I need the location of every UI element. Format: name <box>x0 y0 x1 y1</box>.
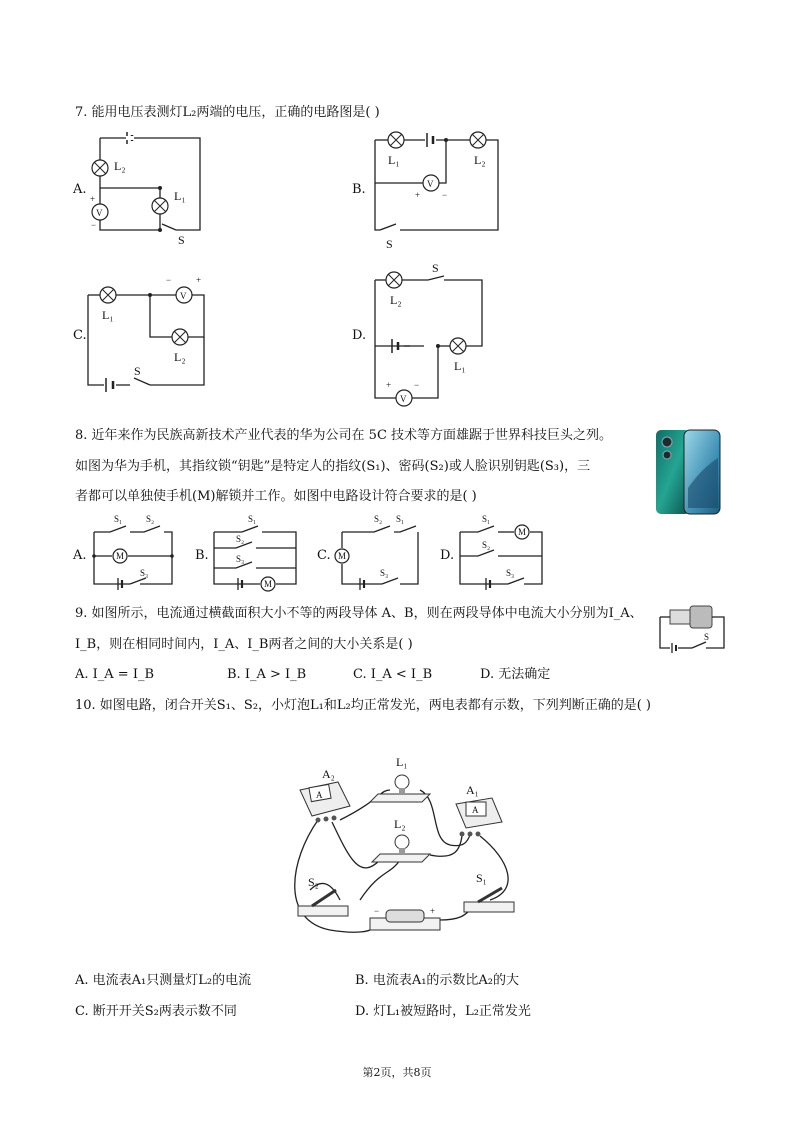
a2-label: A₂ <box>322 767 335 781</box>
q10-option-d: D. 灯L₁被短路时，L₂正常发光 <box>355 1004 531 1019</box>
q7c-plus: + <box>196 275 202 285</box>
q8b-s3: S₃ <box>236 554 245 564</box>
q8-option-a-letter: A. <box>73 548 87 563</box>
q8a-s3: S₃ <box>140 568 149 578</box>
q7a-minus: − <box>91 220 97 230</box>
q9-s-label: S <box>704 632 710 642</box>
q7b-minus: − <box>442 190 448 200</box>
q7d-plus: + <box>386 380 392 390</box>
q8-circuit-c <box>330 512 425 592</box>
l2-label: L₂ <box>394 817 406 831</box>
q7d-minus: − <box>414 380 420 390</box>
battery-plus: + <box>430 906 436 916</box>
q8b-m-label: M <box>264 579 273 589</box>
q8-line2: 如图为华为手机，其指纹锁“钥匙”是特定人的指纹(S₁)、密码(S₂)或人脸识别钥匙(S₃)，三 <box>75 459 591 474</box>
q7d-l1-label: L₁ <box>454 359 466 373</box>
q10-stem: 10. 如图电路，闭合开关S₁、S₂，小灯泡L₁和L₂均正常发光，两电表都有示数，下列判断正确的是( ) <box>75 698 652 713</box>
q7b-l1-label: L₁ <box>388 153 400 167</box>
q8d-s1: S₁ <box>482 514 491 524</box>
q7b-plus: + <box>415 190 421 200</box>
q8-circuit-b <box>208 512 303 592</box>
q8-line3: 者都可以单独使手机(M)解锁并工作。如图中电路设计符合要求的是( ) <box>75 489 477 504</box>
q7d-l2-label: L₂ <box>390 293 402 307</box>
q8a-m-label: M <box>116 551 125 561</box>
q7-circuit-d <box>370 258 510 413</box>
q10-physical-circuit <box>270 750 530 950</box>
q8d-s3: S₃ <box>506 568 515 578</box>
q8c-s3: S₃ <box>380 568 389 578</box>
a1-face: A <box>472 805 479 815</box>
q8-circuit-d <box>454 510 549 592</box>
q7-circuit-c <box>80 275 220 395</box>
q7a-plus: + <box>90 194 96 204</box>
q8c-s2: S₂ <box>374 514 383 524</box>
a2-face: A <box>316 790 323 800</box>
q8-option-b-letter: B. <box>195 548 209 563</box>
phone-image <box>654 428 722 516</box>
q8a-s1: S₁ <box>114 514 123 524</box>
q9-line1: 9. 如图所示，电流通过横截面积大小不等的两段导体 A、B，则在两段导体中电流大小分别为I_A、 <box>75 606 643 621</box>
ammeter-a2 <box>300 782 350 823</box>
q8-option-d-letter: D. <box>440 548 455 563</box>
q7-option-a-letter: A. <box>73 182 87 197</box>
battery-minus: − <box>374 906 380 916</box>
ammeter-a1 <box>456 798 502 837</box>
q7c-minus: − <box>166 275 172 285</box>
q9-option-c: C. I_A < I_B <box>353 667 433 682</box>
q7a-l1-label: L₁ <box>174 189 186 203</box>
s1-label: S₁ <box>476 871 487 885</box>
q7-option-b-letter: B. <box>352 182 366 197</box>
q10-option-b: B. 电流表A₁的示数比A₂的大 <box>355 973 520 988</box>
q7d-v-label: V <box>400 394 407 404</box>
q10-option-c: C. 断开开关S₂两表示数不同 <box>75 1004 237 1019</box>
q8c-m-label: M <box>338 551 347 561</box>
q7-stem: 7. 能用电压表测灯L₂两端的电压，正确的电路图是( ) <box>75 105 380 120</box>
q8c-s1: S₁ <box>396 514 405 524</box>
q7b-l2-label: L₂ <box>474 153 486 167</box>
page-footer: 第2页，共8页 <box>362 1066 432 1079</box>
q8b-s2: S₂ <box>236 534 245 544</box>
q7b-s-label: S <box>386 237 393 251</box>
q7-option-d-letter: D. <box>352 328 367 343</box>
q8-option-c-letter: C. <box>317 548 331 563</box>
q9-option-d: D. 无法确定 <box>480 667 551 682</box>
q7c-l2-label: L₂ <box>174 350 186 364</box>
l1-label: L₁ <box>396 755 408 769</box>
q7d-s-label: S <box>432 261 439 275</box>
q7c-l1-label: L₁ <box>102 308 114 322</box>
q8d-m-label: M <box>518 527 527 537</box>
q8d-s2: S₂ <box>482 540 491 550</box>
q7b-v-label: V <box>427 179 434 189</box>
a1-label: A₁ <box>466 783 479 797</box>
q9-option-a: A. I_A = I_B <box>75 667 155 682</box>
q7a-l2-label: L₂ <box>114 159 126 173</box>
q7a-v-label: V <box>96 208 103 218</box>
q8a-s2: S₂ <box>146 514 155 524</box>
q8-circuit-a <box>90 512 180 592</box>
q8b-s1: S₁ <box>248 514 257 524</box>
q9-conductor-figure <box>656 604 730 654</box>
q8-line1: 8. 近年来作为民族高新技术产业代表的华为公司在 5C 技术等方面雄踞于世界科技巨头之列。 <box>75 428 613 443</box>
q7a-s-label: S <box>178 233 185 247</box>
q7-circuit-b <box>370 128 510 253</box>
s2-label: S₂ <box>308 875 319 889</box>
q9-line2: I_B，则在相同时间内，I_A、I_B两者之间的大小关系是( ) <box>75 637 413 652</box>
q10-option-a: A. 电流表A₁只测量灯L₂的电流 <box>75 973 252 988</box>
q7c-v-label: V <box>180 291 187 301</box>
q7-option-c-letter: C. <box>73 328 87 343</box>
q7-circuit-a <box>80 128 220 248</box>
q7c-s-label: S <box>134 364 141 378</box>
q9-option-b: B. I_A > I_B <box>227 667 307 682</box>
